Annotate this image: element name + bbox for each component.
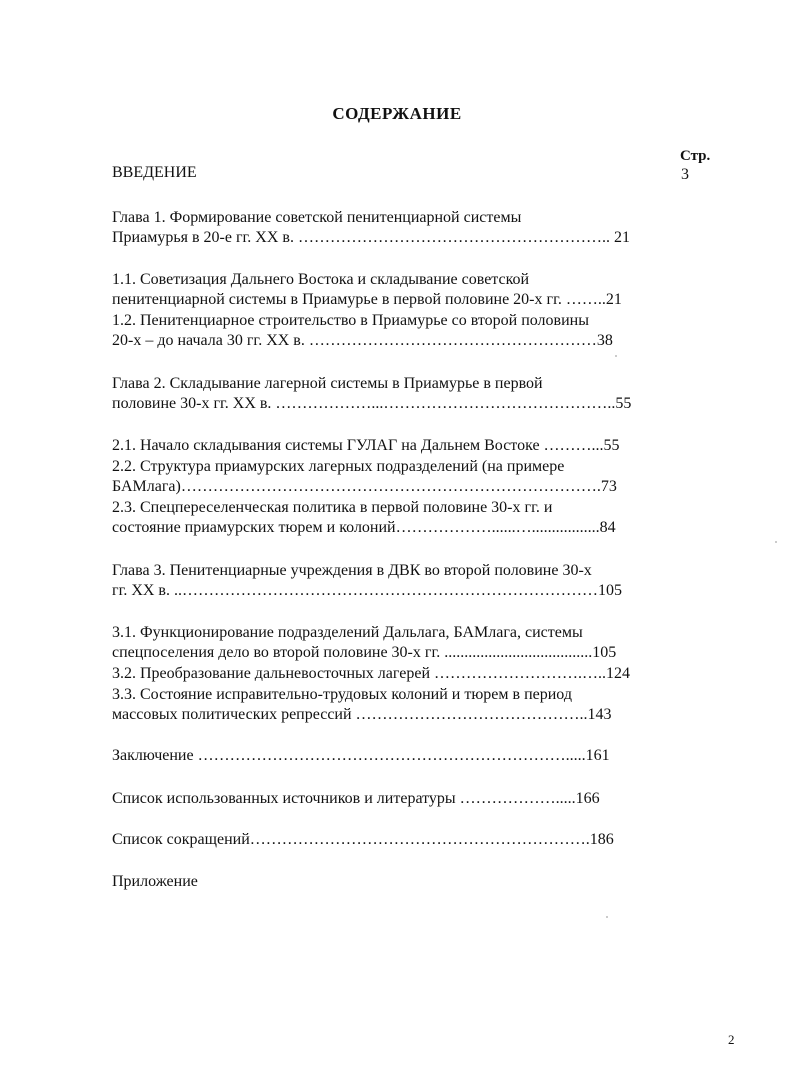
toc-sources: Список использованных источников и литературы ……………….....166 — [112, 790, 600, 807]
toc-abbreviations: Список сокращений……………………………………………………….186 — [112, 831, 614, 848]
toc-section-3-3-cont: массовых политических репрессий ……………………………………..143 — [112, 706, 612, 723]
scan-speck — [775, 541, 777, 543]
toc-section-2-2-cont: БАМлага)…………………………………………………………………….73 — [112, 478, 617, 495]
toc-introduction-page: 3 — [681, 166, 689, 183]
page-number: 2 — [728, 1032, 735, 1047]
scan-speck — [606, 916, 608, 918]
toc-section-1-2: 1.2. Пенитенциарное строительство в Приамурье со второй половины — [112, 312, 589, 329]
toc-section-1-1: 1.1. Советизация Дальнего Востока и складывание советской — [112, 271, 530, 288]
toc-section-2-2: 2.2. Структура приамурских лагерных подразделений (на примере — [112, 458, 565, 475]
scan-speck — [615, 355, 617, 357]
toc-section-2-1: 2.1. Начало складывания системы ГУЛАГ на Дальнем Востоке ………...55 — [112, 437, 620, 454]
toc-section-3-1: 3.1. Функционирование подразделений Дальлага, БАМлага, системы — [112, 624, 583, 641]
page-column-header: Стр. — [680, 148, 711, 164]
toc-section-3-2: 3.2. Преобразование дальневосточных лагерей ……………………….…..124 — [112, 665, 630, 682]
toc-chapter-3-title-cont: гг. XX в. ..……………………………………………………………………105 — [112, 582, 622, 599]
toc-section-2-3: 2.3. Спецпереселенческая политика в первой половине 30-х гг. и — [112, 499, 553, 516]
toc-section-2-3-cont: состояние приамурских тюрем и колоний………………......….................84 — [112, 519, 616, 536]
toc-conclusion: Заключение …………………………………………………………….....161 — [112, 747, 610, 764]
toc-appendix: Приложение — [112, 873, 198, 890]
toc-chapter-1-title: Глава 1. Формирование советской пенитенциарной системы — [112, 209, 522, 226]
toc-section-1-2-cont: 20-х – до начала 30 гг. XX в. ………………………………………………38 — [112, 332, 613, 349]
toc-chapter-2-title-cont: половине 30-х гг. XX в. ………………...……………………………………..55 — [112, 395, 632, 412]
toc-chapter-1-title-cont: Приамурья в 20-е гг. XX в. ………………………………………………….. 21 — [112, 229, 630, 246]
toc-section-1-1-cont: пенитенциарной системы в Приамурье в первой половине 20-х гг. ……..21 — [112, 291, 622, 308]
toc-section-3-1-cont: спецпоселения дело во второй половине 30-х гг. .....................................105 — [112, 644, 617, 661]
toc-section-3-3: 3.3. Состояние исправительно-трудовых колоний и тюрем в период — [112, 686, 572, 703]
page-title: СОДЕРЖАНИЕ — [332, 104, 462, 123]
toc-chapter-2-title: Глава 2. Складывание лагерной системы в Приамурье в первой — [112, 375, 543, 392]
toc-introduction-label: ВВЕДЕНИЕ — [112, 164, 197, 181]
toc-chapter-3-title: Глава 3. Пенитенциарные учреждения в ДВК во второй половине 30-х — [112, 562, 592, 579]
